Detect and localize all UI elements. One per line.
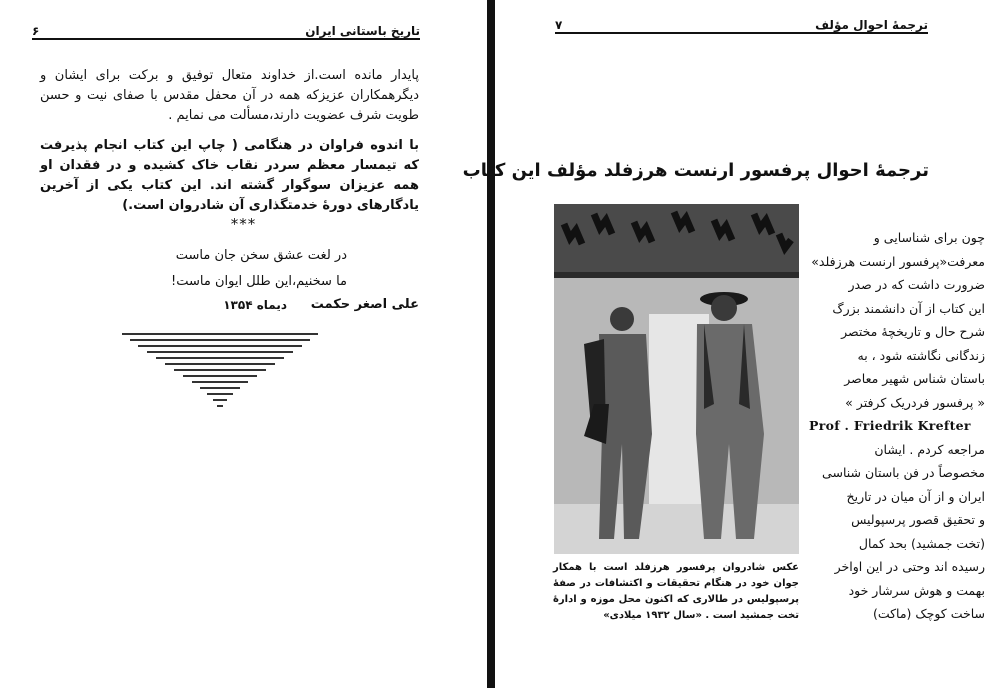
body-line: شرح حال و تاریخچهٔ مختصر	[841, 324, 985, 339]
poem-line-2: ما سخنیم،این طلل ایوان ماست!	[171, 274, 347, 289]
latin-name: Prof . Friedrik Krefter	[809, 418, 971, 433]
poem-line-1: در لغت عشق سخن جان ماست	[175, 248, 347, 263]
left-header-rule	[32, 38, 420, 40]
body-line: زندگانی نگاشته شود ، به	[857, 347, 985, 363]
body-line: این کتاب از آن دانشمند بزرگ	[832, 300, 985, 316]
signature-date: دیماه ۱۳۵۴	[223, 298, 287, 312]
left-paragraph-1: پایدار مانده است.از خداوند متعال توفیق و برکت برای ایشان و دیگرهمکاران عزیزکه همه در آن محفل مقدس با صفای نیت و حسن طویت شرف عضویت دارند،مسألت می نمایم .	[40, 68, 419, 123]
chapter-title: ترجمهٔ احوال پرفسور ارنست هرزفلد مؤلف این کتاب	[462, 160, 929, 181]
left-header-title: تاریخ باستانی ایران	[305, 24, 420, 38]
right-header-title: ترجمهٔ احوال مؤلف	[815, 18, 928, 32]
body-line: ضرورت داشت که در صدر	[848, 277, 985, 292]
poem	[171, 243, 347, 295]
body-line: معرفت«پرفسور ارنست هرزفلد»	[811, 253, 985, 269]
body-line: مخصوصاً در فن باستان شناسی	[822, 465, 985, 480]
left-page-number: ۶	[32, 24, 40, 38]
right-running-head	[555, 14, 928, 34]
body-line: « پرفسور فردریک کرفتر »	[845, 394, 985, 410]
body-line: ساخت کوچک (ماکت)	[872, 606, 985, 621]
body-line: و تحقیق قصور پرسپولیس	[851, 512, 985, 527]
body-line: رسیده اند وحتی در این اواخر	[834, 559, 985, 574]
photo-caption: عکس شادروان پرفسور هرزفلد است با همکار جوان خود در هنگام تحقیقات و اکتشافات در صفهٔ پرسپولیس در طالاری که اکنون محل موزه و ادارهٔ تخت جمشید است . «سال ۱۹۳۲ میلادی»	[553, 562, 799, 621]
left-running-head	[32, 20, 420, 40]
left-paragraph-2: با اندوه فراوان در هنگامی ( چاپ این کتاب انجام پذیرفت که تیمسار معظم سردر نقاب خاک کشیده و در فقدان او همه عزیزان سوگوار گشته اند. این کتاب یکی از آخرین یادگارهای دورهٔ خدمتگذاری آن شادروان است.)	[40, 138, 419, 213]
left-page	[0, 0, 487, 688]
book-gutter	[487, 0, 495, 688]
body-line: مراجعه کردم . ایشان	[874, 441, 985, 457]
body-line: باستان شناس شهیر معاصر	[844, 371, 985, 386]
body-line: (تخت جمشید) بحد کمال	[858, 535, 985, 551]
right-page	[462, 0, 993, 688]
body-line: بهمت و هوش سرشار خود	[848, 582, 985, 598]
right-header-rule	[555, 32, 928, 34]
body-column	[809, 226, 985, 626]
decorative-rule-triangle	[120, 333, 320, 443]
body-line: چون برای شناسایی و	[873, 230, 985, 245]
section-stars: ***	[230, 215, 257, 233]
archival-photo	[554, 204, 799, 554]
signature: علی اصغر حکمت	[310, 297, 419, 312]
body-line: ایران و از آن میان در تاریخ	[846, 488, 985, 504]
right-page-number: ۷	[555, 18, 563, 32]
